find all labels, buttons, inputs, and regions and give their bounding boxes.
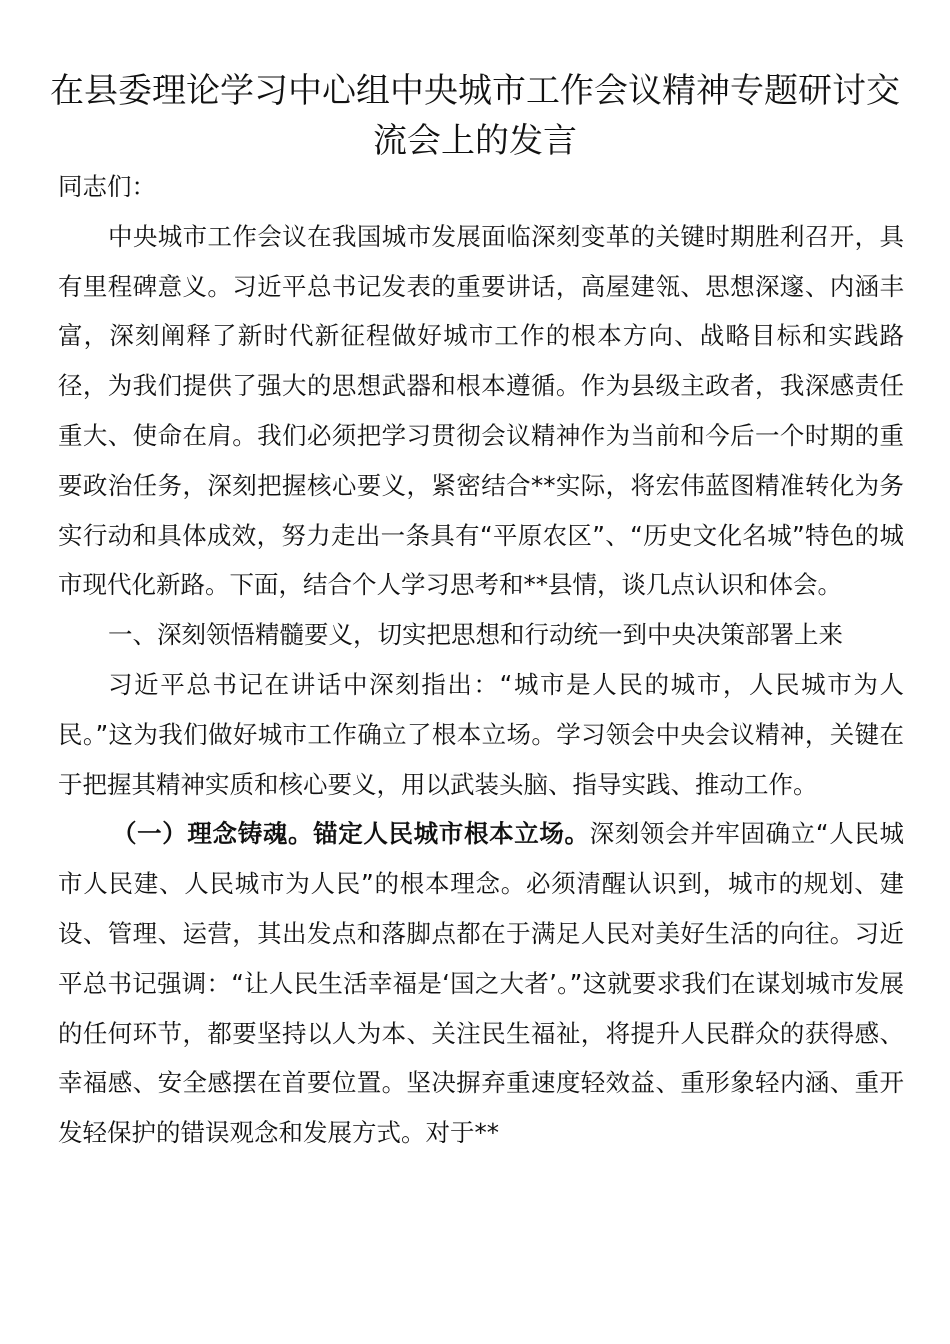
subsection-heading-1: （一）理念铸魂。锚定人民城市根本立场。 — [112, 819, 590, 849]
paragraph-subsection-1 — [58, 809, 904, 1158]
subsection-text-1: 深刻领会并牢固确立“人民城市人民建、人民城市为人民”的根本理念。必须清醒认识到，城市的规划、建设、管理、运营，其出发点和落脚点都在于满足人民对美好生活的向往。习近平总书记强调：“让人民生活幸福是‘国之大者’。”这就要求我们在谋划城市发展的任何环节，都要坚持以人为本、关注民生福祉，将提升人民群众的获得感、幸福感、安全感摆在首要位置。坚决摒弃重速度轻效益、重形象轻内涵、重开发轻保护的错误观念和发展方式。对于** — [58, 819, 904, 1148]
document-title: 在县委理论学习中心组中央城市工作会议精神专题研讨交流会上的发言 — [50, 71, 900, 161]
paragraph-intro: 中央城市工作会议在我国城市发展面临深刻变革的关键时期胜利召开，具有里程碑意义。习近平总书记发表的重要讲话，高屋建瓴、思想深邃、内涵丰富，深刻阐释了新时代新征程做好城市工作的根本方向、战略目标和实践路径，为我们提供了强大的思想武器和根本遵循。作为县级主政者，我深感责任重大、使命在肩。我们必须把学习贯彻会议精神作为当前和今后一个时期的重要政治任务，深刻把握核心要义，紧密结合**实际，将宏伟蓝图精准转化为务实行动和具体成效，努力走出一条具有“平原农区”、“历史文化名城”特色的城市现代化新路。下面，结合个人学习思考和**县情，谈几点认识和体会。 — [58, 221, 904, 600]
section-heading-1: 一、深刻领悟精髓要义，切实把思想和行动统一到中央决策部署上来 — [108, 620, 843, 650]
document-body — [58, 162, 904, 1158]
salutation: 同志们： — [58, 172, 156, 201]
paragraph-section-1: 习近平总书记在讲话中深刻指出：“城市是人民的城市，人民城市为人民。”这为我们做好城市工作确立了根本立场。学习领会中央会议精神，关键在于把握其精神实质和核心要义，用以武装头脑、指导实践、推动工作。 — [58, 669, 904, 799]
